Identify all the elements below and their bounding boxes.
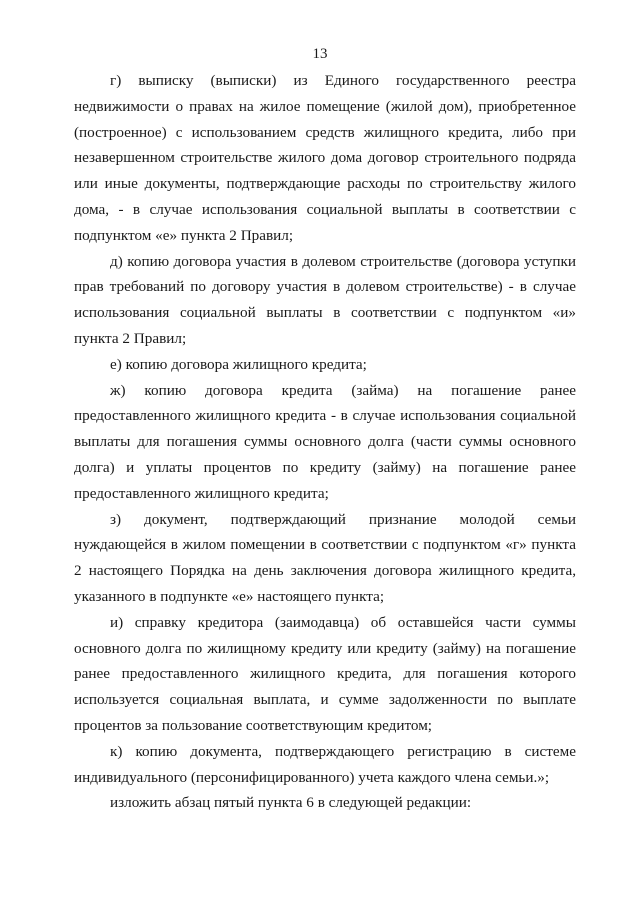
document-body — [74, 68, 576, 816]
paragraph-amendment-instruction: изложить абзац пятый пункта 6 в следующей редакции: — [110, 794, 472, 812]
paragraph-zh: ж) копию договора кредита (займа) на погашение ранее предоставленного жилищного кредита - в случае использования социальной выплаты для погашения суммы основного долга (части суммы основного долга) и уплаты процентов по кредиту (займу) на погашение ранее предоставленного жилищного кредита; — [74, 381, 576, 502]
paragraph-e: е) копию договора жилищного кредита; — [110, 355, 367, 373]
paragraph-d: д) копию договора участия в долевом строительстве (договора уступки прав требований по договору участия в долевом строительстве) - в случае использования социальной выплаты в соответствии с подпунктом «и» пункта 2 Правил; — [74, 252, 576, 347]
paragraph-i: и) справку кредитора (заимодавца) об оставшейся части суммы основного долга по жилищному кредиту или кредиту (займу) на погашение ранее предоставленного жилищного кредита, для погашения которого используется социальная выплата, и сумме задолженности по выплате процентов за пользование соответствующим кредитом; — [74, 613, 576, 734]
paragraph-g: г) выписку (выписки) из Единого государственного реестра недвижимости о правах на жилое помещение (жилой дом), приобретенное (построенное) с использованием средств жилищного кредита, либо при незавершенном строительстве жилого дома договор строительного подряда или иные документы, подтверждающие расходы по строительству жилого дома, - в случае использования социальной выплаты в соответствии с подпунктом «е» пункта 2 Правил; — [74, 72, 576, 244]
page-number: 13 — [312, 46, 328, 62]
paragraph-z: з) документ, подтверждающий признание молодой семьи нуждающейся в жилом помещении в соответствии с подпунктом «г» пункта 2 настоящего Порядка на день заключения договора жилищного кредита, указанного в подпункте «е» настоящего пункта; — [74, 510, 576, 605]
paragraph-k: к) копию документа, подтверждающего регистрацию в системе индивидуального (персонифицированного) учета каждого члена семьи.»; — [74, 742, 576, 786]
